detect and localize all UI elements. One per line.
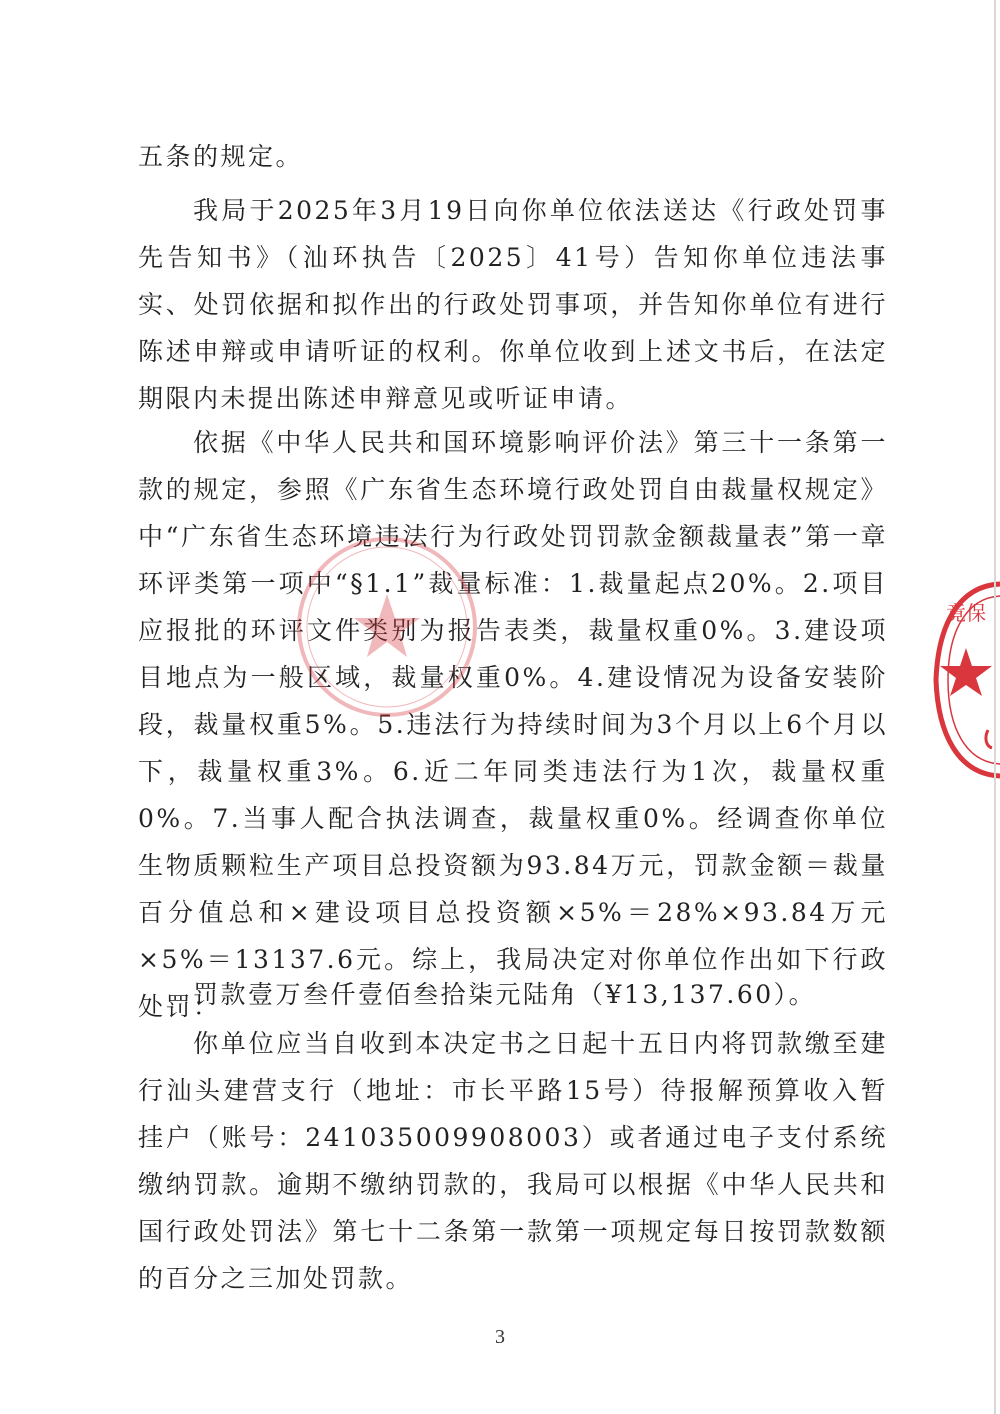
page-number: 3 — [495, 1326, 505, 1348]
edge-seal-icon — [930, 580, 1000, 780]
paragraph-payment-instructions: 你单位应当自收到本决定书之日起十五日内将罚款缴至建行汕头建营支行（地址：市长平路15号）待报解预算收入暂挂户（账号：241035009908003）或者通过电子支付系统缴纳罚款。逾期不缴纳罚款的，我局可以根据《中华人民共和国行政处罚法》第七十二条第一款第一项规定每日按罚款数额的百分之三加处罚款。 — [138, 1029, 888, 1293]
page-edge-line — [994, 0, 996, 1414]
paragraph-notice-delivery: 我局于2025年3月19日向你单位依法送达《行政处罚事先告知书》（汕环执告〔2025〕41号）告知你单位违法事实、处罚依据和拟作出的行政处罚事项，并告知你单位有进行陈述申辩或申请听证的权利。你单位收到上述文书后，在法定期限内未提出陈述申辩意见或听证申请。 — [138, 196, 888, 413]
paragraph-fine-amount: 罚款壹万叁仟壹佰叁拾柒元陆角（¥13,137.60）。 — [193, 980, 817, 1009]
paragraph-continuation: 五条的规定。 — [138, 142, 304, 171]
edge-seal-text: 竟保 — [946, 601, 986, 625]
paragraph-legal-basis: 依据《中华人民共和国环境影响评价法》第三十一条第一款的规定，参照《广东省生态环境行政处罚自由裁量权规定》中“广东省生态环境违法行为行政处罚罚款金额裁量表”第一章环评类第一项中“§1.1”裁量标准：1.裁量起点20%。2.项目应报批的环评文件类别为报告表类，裁量权重0%。3.建设项目地点为一般区域，裁量权重0%。4.建设情况为设备安装阶段，裁量权重5%。5.违法行为持续时间为3个月以上6个月以下，裁量权重3%。6.近二年同类违法行为1次，裁量权重0%。7.当事人配合执法调查，裁量权重0%。经调查你单位生物质颗粒生产项目总投资额为93.84万元，罚款金额＝裁量百分值总和×建设项目总投资额×5%＝28%×93.84万元×5%＝13137.6元。综上，我局决定对你单位作出如下行政处罚： — [138, 428, 888, 1021]
